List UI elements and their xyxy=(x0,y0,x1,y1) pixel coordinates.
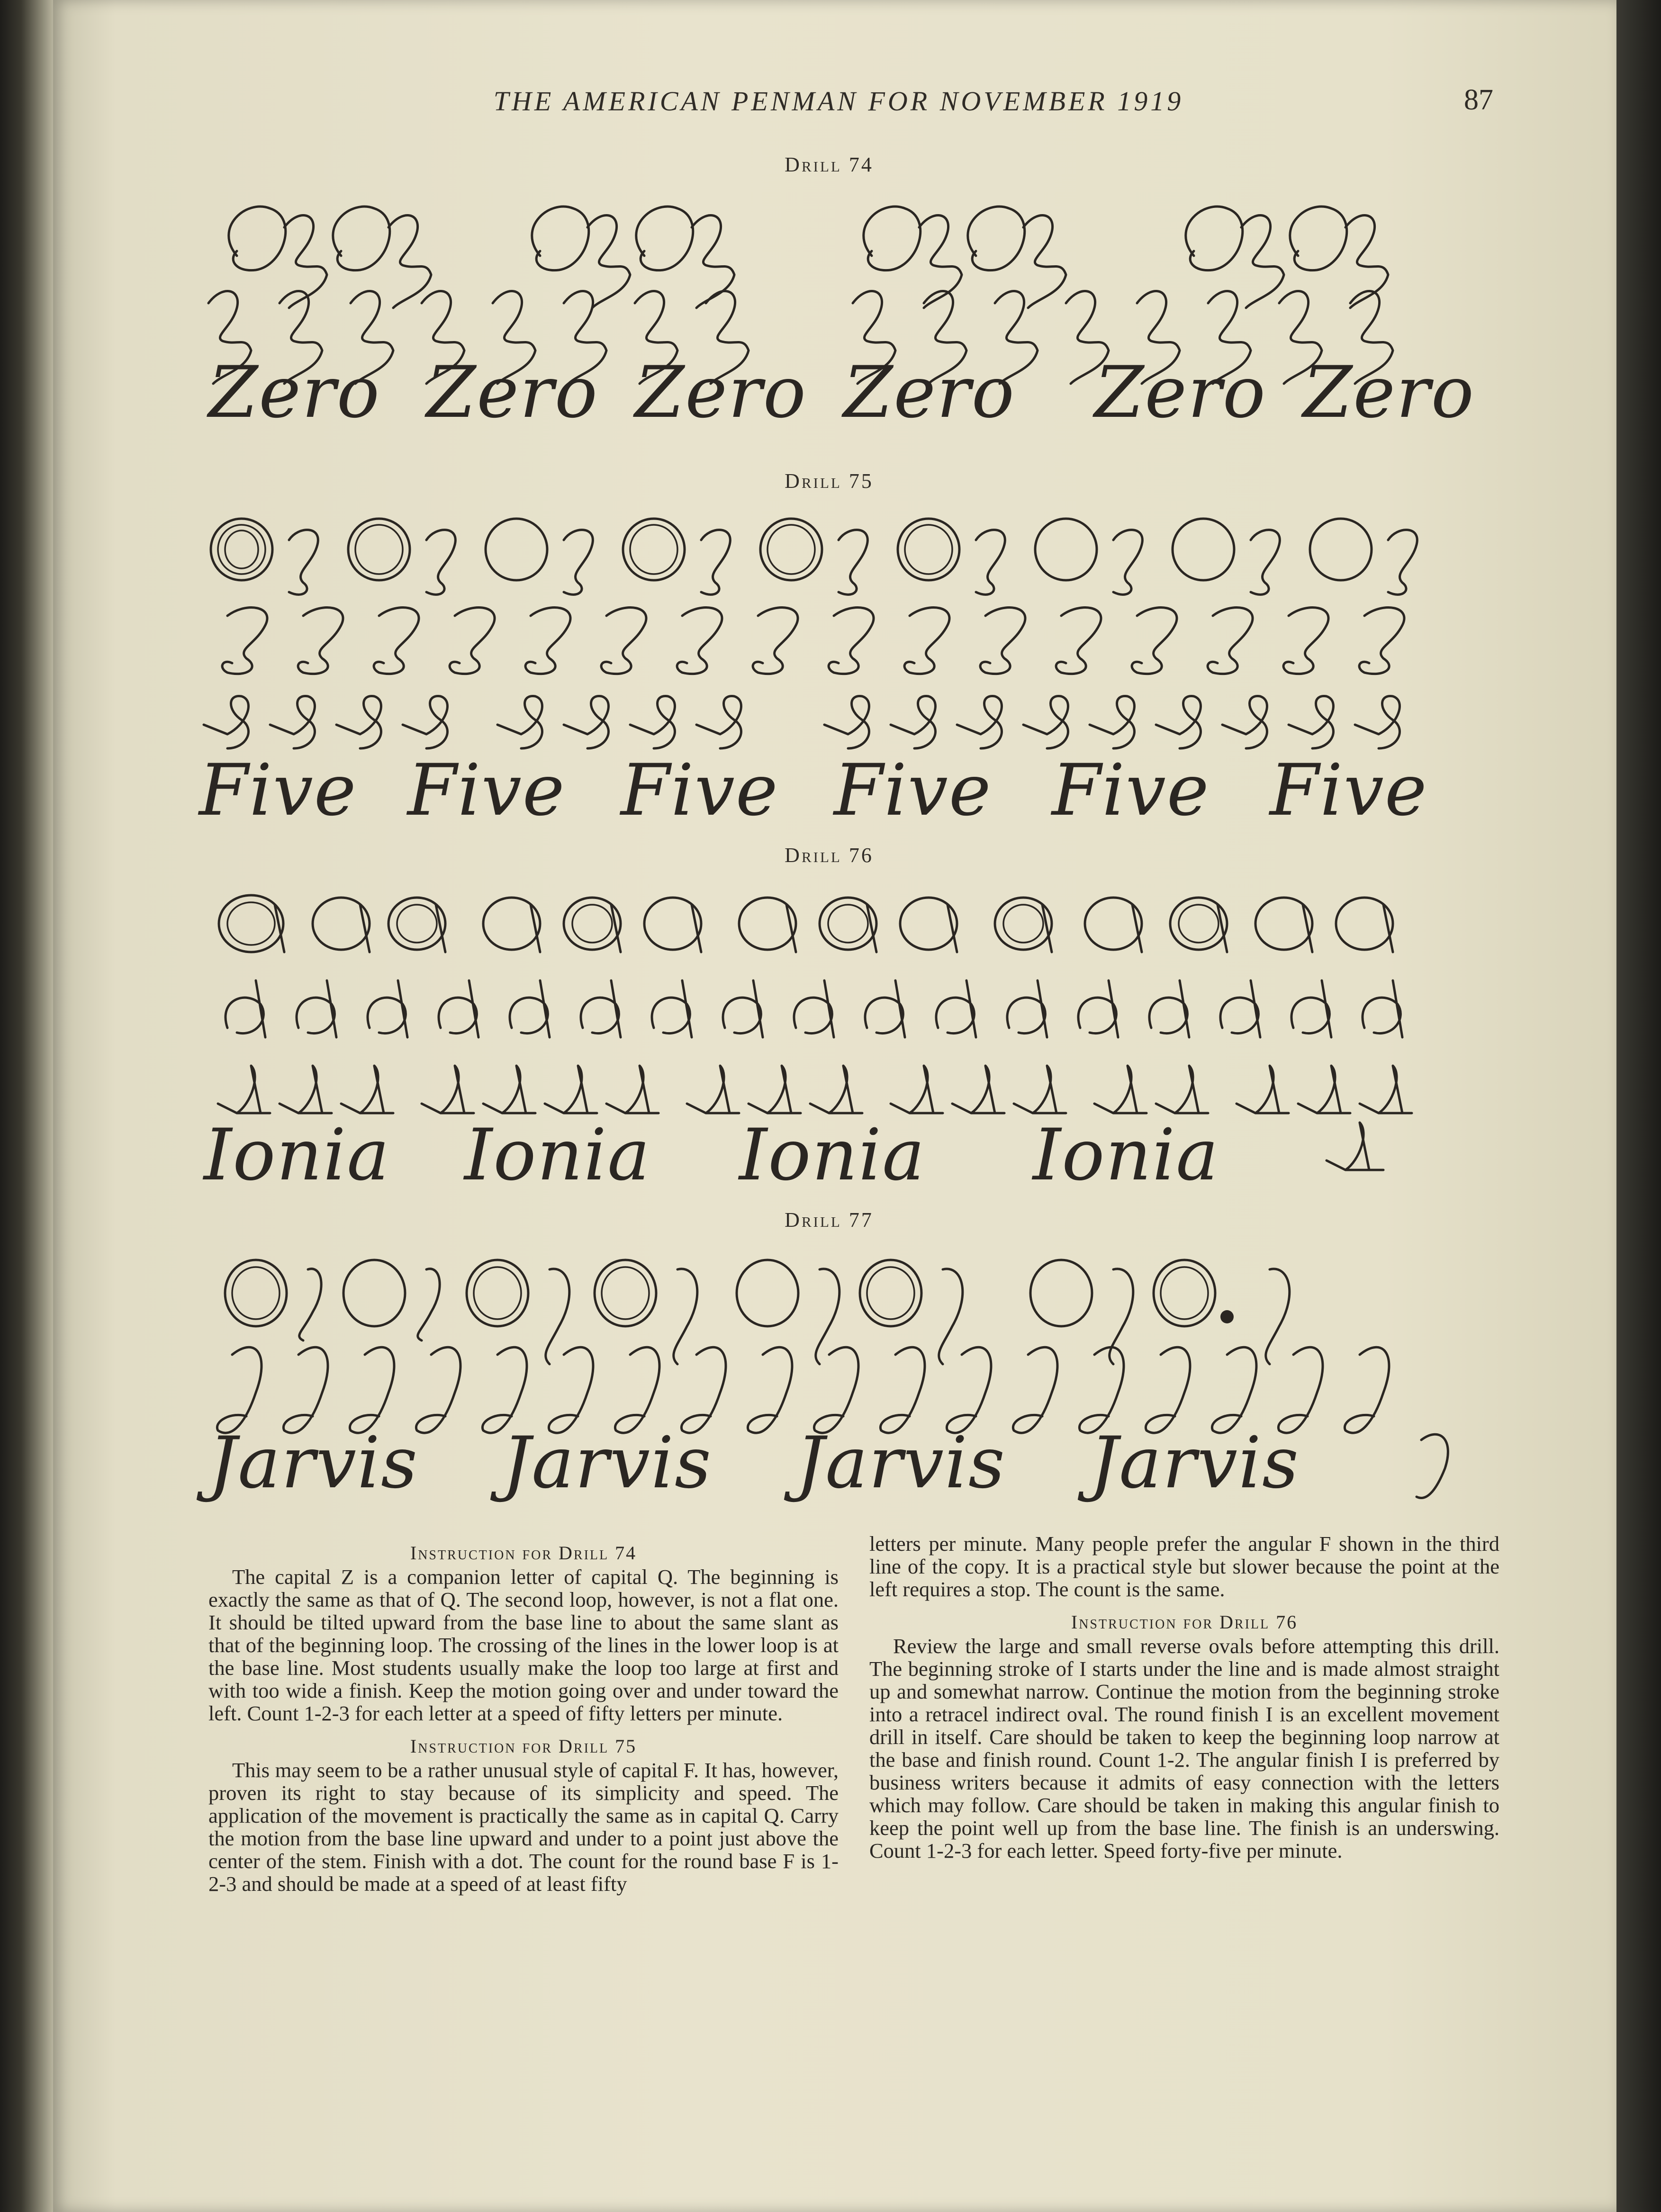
drill-76-row-angular-i xyxy=(218,1066,1412,1113)
drill-74-row-qz xyxy=(229,207,1388,308)
script-word-five: Five xyxy=(1052,749,1210,832)
facing-page-edge xyxy=(0,0,53,2212)
script-word-five: Five xyxy=(407,749,566,832)
script-word-ionia: Ionia xyxy=(464,1114,651,1196)
script-word-jarvis: Jarvis xyxy=(208,1422,418,1504)
drill-75-row-ovals xyxy=(211,519,1417,594)
right-column xyxy=(869,1532,1499,1872)
drill-74-plate xyxy=(180,180,1488,474)
script-word-ionia: Ionia xyxy=(739,1114,926,1196)
drill-76-row-words xyxy=(202,1114,1383,1196)
drill-74-row-words xyxy=(207,351,1475,434)
instruction-75-continued: letters per minute. Many people prefer the angular F shown in the third line of the copy. It is a practical style but slower because the point at the left requires a stop. The count is the same. xyxy=(869,1532,1499,1601)
script-word-zero: Zero xyxy=(843,351,1016,434)
instruction-74-text: The capital Z is a companion letter of capital Q. The beginning is exactly the same as that of Q. The second loop, however, is not a flat one. It should be tilted upward from the base line to about the same slant as that of the beginning loop. The crossing of the lines in the lower loop is at the base line. Most students usually make the loop too large at first and with too wide a finish. Keep the motion going over and under toward the left. Count 1-2-3 for each letter at a speed of fifty letters per minute. xyxy=(208,1565,839,1725)
instruction-76-text: Review the large and small reverse ovals before attempting this drill. The beginning stroke of I starts under the line and is made almost straight up and somewhat narrow. Continue the motion from the beginning stroke into a retracel indirect oval. The round finish I is an excellent movement drill in itself. Care should be taken to keep the beginning loop narrow at the base and finish round. Count 1-2. The angular finish I is preferred by business writers because it admits of easy connection with the letters which may follow. Care should be taken in making this angular finish to keep the point well up from the base line. The finish is an underswing. Count 1-2-3 for each letter. Speed forty-five per minute. xyxy=(869,1634,1499,1862)
drill-75-row-round-f xyxy=(222,608,1404,674)
drill-75-title: Drill 75 xyxy=(785,469,874,493)
drill-76-plate xyxy=(180,876,1488,1198)
drill-76-row-ovals xyxy=(219,895,1393,952)
drill-75-row-angular-f xyxy=(204,696,1399,748)
script-word-ionia: Ionia xyxy=(1033,1114,1219,1196)
instruction-74-heading: Instruction for Drill 74 xyxy=(410,1542,637,1564)
drill-75-row-words xyxy=(198,749,1428,832)
instruction-75-heading: Instruction for Drill 75 xyxy=(410,1735,637,1757)
drill-77-penmanship xyxy=(180,1241,1488,1506)
drill-76-row-round-i xyxy=(226,980,1402,1037)
drill-75-penmanship xyxy=(180,502,1488,834)
drill-75-plate xyxy=(180,502,1488,834)
drill-77-row-words xyxy=(196,1422,1448,1504)
drill-74-penmanship xyxy=(180,180,1488,474)
script-word-zero: Zero xyxy=(208,351,381,434)
page-number: 87 xyxy=(1464,84,1493,116)
script-word-five: Five xyxy=(199,749,357,832)
drill-77-row-j xyxy=(217,1347,1389,1433)
running-head: THE AMERICAN PENMAN FOR NOVEMBER 1919 xyxy=(493,86,1184,117)
script-word-zero: Zero xyxy=(1094,351,1267,434)
dot-mark xyxy=(1220,1310,1234,1323)
script-word-jarvis: Jarvis xyxy=(502,1422,712,1504)
script-word-five: Five xyxy=(1270,749,1428,832)
trailing-i-stroke xyxy=(1327,1123,1383,1170)
trailing-j-stroke xyxy=(1417,1434,1448,1498)
left-column xyxy=(208,1542,839,1906)
drill-76-penmanship xyxy=(180,876,1488,1198)
script-word-zero: Zero xyxy=(1303,351,1475,434)
script-word-five: Five xyxy=(834,749,992,832)
script-word-five: Five xyxy=(621,749,779,832)
instruction-75-text: This may seem to be a rather unusual style of capital F. It has, however, proven its right to stay because of its simplicity and speed. The application of the movement is practically the same as in capital Q. Carry the motion from the base line upward and under to a point just above the center of the stem. Finish with a dot. The count for the round base F is 1-2-3 and should be made at a speed of at least fifty xyxy=(208,1758,839,1896)
page-background-edge xyxy=(1616,0,1661,2212)
script-word-jarvis: Jarvis xyxy=(796,1422,1006,1504)
drill-77-plate xyxy=(180,1241,1488,1506)
drill-77-title: Drill 77 xyxy=(785,1208,874,1232)
script-word-ionia: Ionia xyxy=(204,1114,390,1196)
script-word-zero: Zero xyxy=(635,351,807,434)
instruction-76-heading: Instruction for Drill 76 xyxy=(1071,1611,1298,1633)
script-word-zero: Zero xyxy=(426,351,599,434)
script-word-jarvis: Jarvis xyxy=(1090,1422,1300,1504)
drill-76-title: Drill 76 xyxy=(785,844,874,867)
drill-74-title: Drill 74 xyxy=(785,153,874,176)
